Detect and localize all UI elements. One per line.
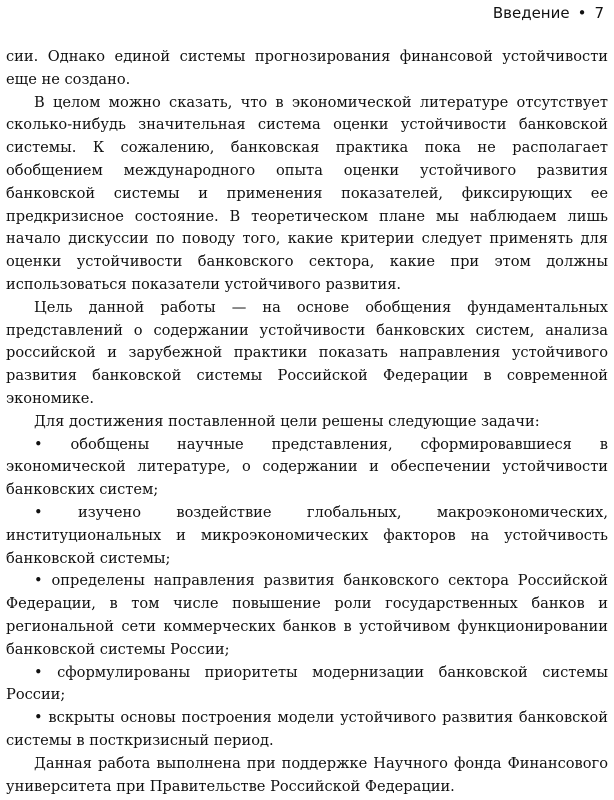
section-title: Введение — [492, 4, 570, 22]
header-separator: • — [577, 4, 587, 22]
list-item: • определены направления развития банковского сектора Российской Федерации, в том числе повышение роли государственных банков и региональной сети коммерческих банков в устойчивом функционировании банковской системы России; — [6, 572, 608, 658]
list-item: • обобщены научные представления, сформировавшиеся в экономической литературе, о содержании и обеспечении устойчивости банковских систем; — [6, 435, 608, 499]
running-header — [493, 4, 604, 22]
paragraph-acknowledgement: Данная работа выполнена при поддержке Научного фонда Финансового университета при Правительстве Российской Федерации. — [6, 754, 608, 795]
paragraph-continued: сии. Однако единой системы прогнозирования финансовой устойчивости еще не создано. — [6, 48, 608, 88]
page-number: 7 — [594, 4, 604, 22]
paragraph: В целом можно сказать, что в экономической литературе отсутствует сколько-нибудь значительная система оценки устойчивости банковской системы. К сожалению, банковская практика пока не располагает обобщением международного опыта оценки устойчивого развития банковской системы и применения показателей, фиксирующих ее предкризисное состояние. В теоретическом плане мы наблюдаем лишь начало дискуссии по поводу того, какие критерии следует применять для оценки устойчивости банковского сектора, какие при этом должны использоваться показатели устойчивого развития. — [6, 93, 608, 293]
list-item: • изучено воздействие глобальных, макроэкономических, институциональных и микроэкономических факторов на устойчивость банковской системы; — [6, 503, 608, 567]
list-item: • вскрыты основы построения модели устойчивого развития банковской системы в посткризисный период. — [6, 709, 608, 749]
body-text — [6, 46, 608, 798]
list-item: • сформулированы приоритеты модернизации банковской системы России; — [6, 663, 608, 704]
paragraph-tasks-intro: Для достижения поставленной цели решены следующие задачи: — [34, 412, 540, 430]
paragraph-goal: Цель данной работы — на основе обобщения фундаментальных представлений о содержании устойчивости банковских систем, анализа российской и зарубежной практики показать направления устойчивого развития банковской системы Российской Федерации в современной экономике. — [6, 298, 608, 407]
